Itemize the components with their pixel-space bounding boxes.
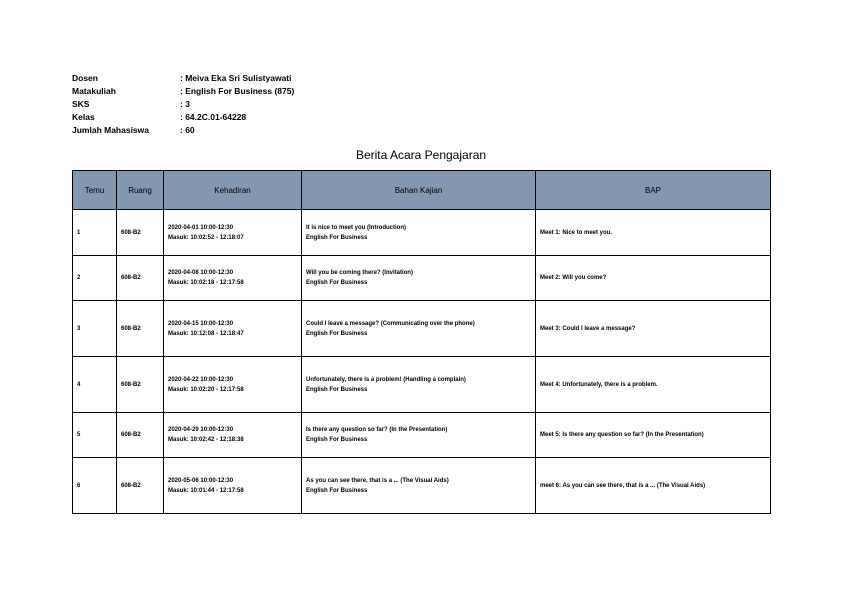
bahan-topic: Could I leave a message? (Communicating over the phone)	[306, 320, 475, 327]
bahan-course: English For Business	[306, 330, 368, 337]
cell-ruang: 608-B2	[117, 357, 164, 413]
cell-bap: meet 6: As you can see there, that is a ... (The Visual Aids)	[536, 458, 771, 514]
cell-temu: 2	[73, 256, 117, 301]
kehadiran-masuk: Masuk: 10:02:52 - 12:18:07	[168, 234, 244, 241]
cell-bap: Meet 4: Unfortunately, there is a problem.	[536, 357, 771, 413]
bahan-topic: Is there any question so far? (In the Presentation)	[306, 427, 448, 433]
kehadiran-schedule: 2020-04-29 10:00-12:30	[168, 427, 234, 433]
kehadiran-schedule: 2020-04-15 10:00-12:30	[168, 320, 234, 327]
bahan-course: English For Business	[306, 437, 368, 443]
cell-kehadiran	[164, 458, 302, 514]
cell-temu: 5	[73, 413, 117, 458]
table-row	[73, 256, 771, 301]
info-label: Jumlah Mahasiswa	[72, 125, 150, 135]
cell-bap: Meet 1: Nice to meet you.	[536, 210, 771, 256]
cell-temu: 3	[73, 301, 117, 357]
header-bahan-kajian: Bahan Kajian	[302, 171, 536, 210]
info-value: : Meiva Eka Sri Sulistyawati	[180, 73, 292, 83]
cell-temu: 1	[73, 210, 117, 256]
header-temu: Temu	[73, 171, 117, 210]
info-value: : 3	[180, 99, 190, 109]
kehadiran-schedule: 2020-04-22 10:00-12:30	[168, 376, 234, 383]
cell-bap: Meet 2: Will you come?	[536, 256, 771, 301]
cell-bahan-kajian	[302, 301, 536, 357]
cell-bahan-kajian	[302, 357, 536, 413]
cell-kehadiran	[164, 256, 302, 301]
cell-ruang: 608-B2	[117, 210, 164, 256]
bahan-course: English For Business	[306, 487, 368, 494]
table-row	[73, 413, 771, 458]
info-value: : English For Business (875)	[180, 86, 295, 96]
bahan-course: English For Business	[306, 386, 368, 393]
info-row-dosen	[72, 72, 294, 85]
cell-kehadiran	[164, 301, 302, 357]
cell-bahan-kajian	[302, 458, 536, 514]
table-header-row	[73, 171, 771, 210]
kehadiran-schedule: 2020-05-06 10:00-12:30	[168, 477, 234, 484]
table-row	[73, 357, 771, 413]
kehadiran-masuk: Masuk: 10:02:18 - 12:17:58	[168, 280, 244, 286]
cell-temu: 6	[73, 458, 117, 514]
bahan-course: English For Business	[306, 280, 368, 286]
table-row	[73, 301, 771, 357]
bahan-topic: Will you be coming there? (Invitation)	[306, 270, 413, 276]
info-row-sks	[72, 98, 294, 111]
cell-ruang: 608-B2	[117, 256, 164, 301]
table-row	[73, 210, 771, 256]
kehadiran-schedule: 2020-04-01 10:00-12:30	[168, 224, 234, 231]
info-row-jumlah-mahasiswa	[72, 124, 294, 137]
kehadiran-schedule: 2020-04-08 10:00-12:30	[168, 270, 234, 276]
table-row	[73, 458, 771, 514]
info-row-kelas	[72, 111, 294, 124]
cell-bahan-kajian	[302, 210, 536, 256]
teaching-record-table	[72, 170, 771, 514]
bahan-course: English For Business	[306, 234, 368, 241]
info-label: SKS	[72, 99, 90, 109]
bahan-topic: It is nice to meet you (Introduction)	[306, 224, 407, 231]
cell-temu: 4	[73, 357, 117, 413]
header-bap: BAP	[536, 171, 771, 210]
page-title: Berita Acara Pengajaran	[355, 148, 487, 162]
info-value: : 60	[180, 125, 195, 135]
cell-kehadiran	[164, 210, 302, 256]
bahan-topic: As you can see there, that is a ... (The Visual Aids)	[306, 477, 449, 484]
info-row-matakuliah	[72, 85, 294, 98]
kehadiran-masuk: Masuk: 10:02:42 - 12:18:38	[168, 437, 244, 443]
cell-bahan-kajian	[302, 413, 536, 458]
header-ruang: Ruang	[117, 171, 164, 210]
info-label: Kelas	[72, 112, 95, 122]
cell-kehadiran	[164, 357, 302, 413]
kehadiran-masuk: Masuk: 10:02:20 - 12:17:58	[168, 386, 244, 393]
cell-bap: Meet 5: Is there any question so far? (In the Presentation)	[536, 413, 771, 458]
cell-bahan-kajian	[302, 256, 536, 301]
cell-ruang: 608-B2	[117, 458, 164, 514]
cell-ruang: 608-B2	[117, 301, 164, 357]
kehadiran-masuk: Masuk: 10:01:44 - 12:17:58	[168, 487, 244, 494]
info-label: Matakuliah	[72, 86, 116, 96]
info-value: : 64.2C.01-64228	[180, 112, 247, 122]
kehadiran-masuk: Masuk: 10:12:08 - 12:18:47	[168, 330, 244, 337]
bahan-topic: Unfortunately, there is a problem! (Handling a complain)	[306, 376, 466, 383]
cell-kehadiran	[164, 413, 302, 458]
header-kehadiran: Kehadiran	[164, 171, 302, 210]
course-info	[72, 72, 294, 137]
cell-ruang: 608-B2	[117, 413, 164, 458]
info-label: Dosen	[72, 73, 98, 83]
cell-bap: Meet 3: Could I leave a message?	[536, 301, 771, 357]
